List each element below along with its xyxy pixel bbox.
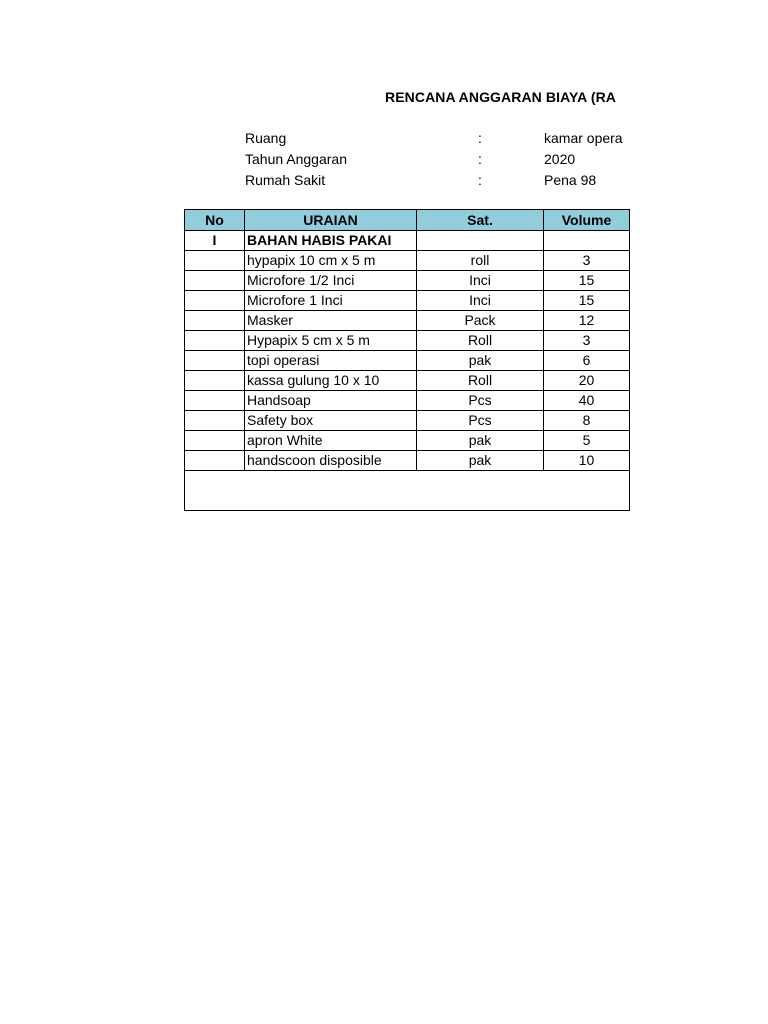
cell-sat: roll xyxy=(417,251,544,271)
cell-uraian: Handsoap xyxy=(245,391,417,411)
cell-volume: 15 xyxy=(544,271,630,291)
footer-empty-cell xyxy=(185,471,630,511)
section-row xyxy=(185,231,630,251)
cell-sat: Inci xyxy=(417,271,544,291)
section-no: I xyxy=(185,231,245,251)
cell-uraian: topi operasi xyxy=(245,351,417,371)
cell-sat: Pack xyxy=(417,311,544,331)
budget-table xyxy=(184,209,630,511)
meta-value: kamar opera xyxy=(544,130,623,146)
cell-sat: Pcs xyxy=(417,411,544,431)
cell-volume: 3 xyxy=(544,331,630,351)
cell-no xyxy=(185,291,245,311)
meta-label: Rumah Sakit xyxy=(245,172,326,188)
cell-uraian: Hypapix 5 cm x 5 m xyxy=(245,331,417,351)
table-row xyxy=(185,271,630,291)
cell-volume: 5 xyxy=(544,431,630,451)
cell-no xyxy=(185,251,245,271)
cell-no xyxy=(185,371,245,391)
cell-sat: pak xyxy=(417,351,544,371)
table-row xyxy=(185,251,630,271)
cell-no xyxy=(185,311,245,331)
header-uraian: URAIAN xyxy=(245,210,417,231)
cell-volume: 20 xyxy=(544,371,630,391)
cell-no xyxy=(185,431,245,451)
cell-no xyxy=(185,331,245,351)
cell-volume: 10 xyxy=(544,451,630,471)
cell-no xyxy=(185,351,245,371)
cell-uraian: apron White xyxy=(245,431,417,451)
section-volume xyxy=(544,231,630,251)
cell-volume: 15 xyxy=(544,291,630,311)
cell-volume: 6 xyxy=(544,351,630,371)
meta-separator: : xyxy=(478,151,482,167)
cell-uraian: handscoon disposible xyxy=(245,451,417,471)
cell-uraian: kassa gulung 10 x 10 xyxy=(245,371,417,391)
table-row xyxy=(185,311,630,331)
table-row xyxy=(185,411,630,431)
cell-uraian: Masker xyxy=(245,311,417,331)
cell-no xyxy=(185,451,245,471)
table-header-row xyxy=(185,210,630,231)
table-footer-row xyxy=(185,471,630,511)
cell-volume: 12 xyxy=(544,311,630,331)
table-row xyxy=(185,451,630,471)
section-sat xyxy=(417,231,544,251)
meta-label: Tahun Anggaran xyxy=(245,151,347,167)
cell-sat: Roll xyxy=(417,371,544,391)
meta-separator: : xyxy=(478,172,482,188)
cell-no xyxy=(185,391,245,411)
meta-label: Ruang xyxy=(245,130,287,146)
cell-volume: 3 xyxy=(544,251,630,271)
header-no: No xyxy=(185,210,245,231)
table-row xyxy=(185,371,630,391)
cell-volume: 40 xyxy=(544,391,630,411)
cell-sat: pak xyxy=(417,431,544,451)
table-row xyxy=(185,391,630,411)
cell-no xyxy=(185,411,245,431)
header-sat: Sat. xyxy=(417,210,544,231)
cell-sat: pak xyxy=(417,451,544,471)
cell-uraian: Microfore 1 Inci xyxy=(245,291,417,311)
document-title: RENCANA ANGGARAN BIAYA (RA xyxy=(385,89,617,105)
cell-uraian: hypapix 10 cm x 5 m xyxy=(245,251,417,271)
meta-value: 2020 xyxy=(544,151,576,167)
header-volume: Volume xyxy=(544,210,630,231)
table-row xyxy=(185,291,630,311)
cell-sat: Inci xyxy=(417,291,544,311)
cell-sat: Pcs xyxy=(417,391,544,411)
meta-separator: : xyxy=(478,130,482,146)
section-title: BAHAN HABIS PAKAI xyxy=(245,231,417,251)
cell-no xyxy=(185,271,245,291)
cell-uraian: Microfore 1/2 Inci xyxy=(245,271,417,291)
cell-uraian: Safety box xyxy=(245,411,417,431)
cell-volume: 8 xyxy=(544,411,630,431)
meta-value: Pena 98 xyxy=(544,172,597,188)
table-row xyxy=(185,351,630,371)
table-row xyxy=(185,431,630,451)
cell-sat: Roll xyxy=(417,331,544,351)
table-row xyxy=(185,331,630,351)
